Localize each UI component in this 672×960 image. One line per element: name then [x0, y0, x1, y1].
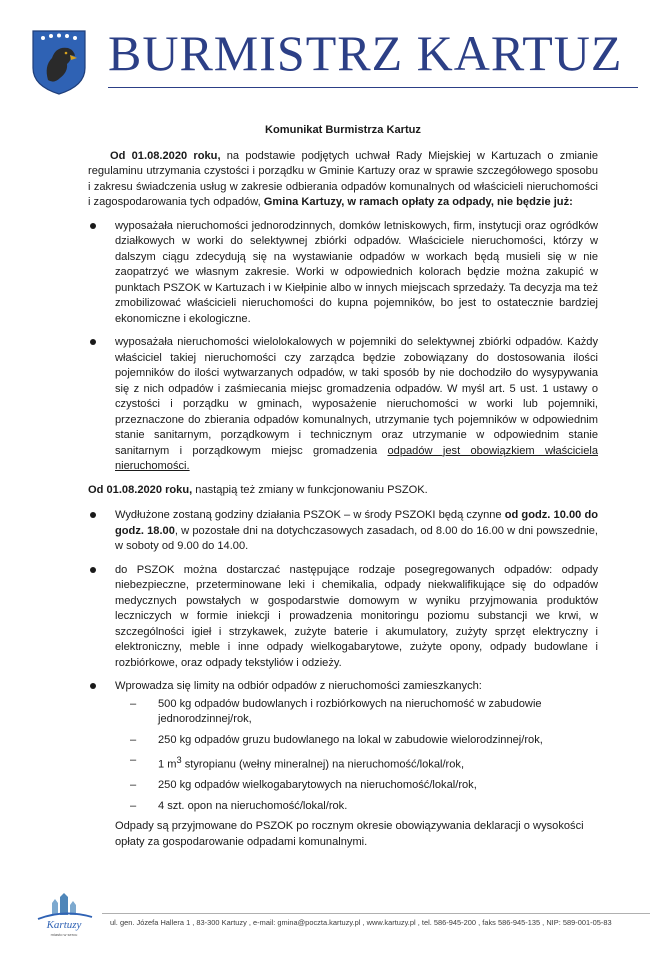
header-divider	[108, 87, 638, 88]
hours-post: , w pozostałe dni na dotychczasowych zasadach, od 8.00 do 16.00 w dni powszednie, w soboty od 9.00 do 14.00.	[115, 524, 598, 552]
intro-bold-ending: Gmina Kartuzy, w ramach opłaty za odpady, nie będzie już:	[263, 196, 573, 208]
pszok-changes-heading	[88, 483, 598, 499]
coat-of-arms-icon	[30, 28, 88, 96]
limit-item	[115, 697, 598, 728]
footer-divider	[102, 913, 650, 914]
limit-text: 250 kg odpadów wielkogabarytowych na nieruchomość/lokal/rok,	[158, 779, 477, 792]
limit-text: 500 kg odpadów budowlanych i rozbiórkowych na nieruchomość w zabudowie jednorodzinnej/rok,	[158, 697, 542, 725]
limits-intro: Wprowadza się limity na odbiór odpadów z nieruchomości zamieszkanych:	[115, 680, 482, 692]
intro-text: na podstawie podjętych uchwał Rady Miejskiej w Kartuzach o zmianie regulaminu utrzymania czystości i porządku w Gminie Kartuzy oraz w sprawie szczegółowego sposobu i zakresu świadczenia usług w zakresie odbierania odpadów komunalnych od właścicieli nieruchomości i zagospodarowania tych odpadów,	[88, 149, 598, 208]
limit-item	[115, 753, 598, 773]
list-item	[88, 508, 598, 555]
pszok-changes-list	[88, 508, 598, 850]
limit-item	[115, 733, 598, 749]
footer-contact-info: ul. gen. Józefa Hallera 1 , 83-300 Kartuzy , e-mail: gmina@poczta.kartuzy.pl , www.kartuzy.pl , tel. 586-945-200 , faks 586-945-135 , NIP: 589-001-05-83	[110, 918, 612, 927]
no-longer-list	[88, 219, 598, 475]
dash-icon: –	[130, 799, 137, 812]
footer	[30, 893, 650, 943]
limit-text: 250 kg odpadów gruzu budowlanego na lokal w zabudowie wielorodzinnej/rok,	[158, 733, 543, 746]
hours-wednesday: od godz. 10.00 do godz. 18.00	[115, 509, 599, 537]
bullet-icon	[90, 223, 96, 229]
kartuzy-logo-icon	[34, 893, 94, 939]
logo-wordmark: Kartuzy	[46, 919, 82, 931]
letterhead	[30, 22, 650, 92]
owner-obligation-underlined: odpadów jest obowiązkiem właściciela nieruchomości.	[115, 444, 599, 472]
document-body	[88, 123, 598, 858]
cubic-superscript: 3	[176, 755, 182, 765]
limit-text-pre: 1 m	[158, 758, 177, 771]
subhead-date: Od 01.08.2020 roku,	[88, 483, 193, 496]
communique-heading: Komunikat Burmistrza Kartuz	[265, 124, 421, 136]
hours-pre: Wydłużone zostaną godziny działania PSZOK – w środy PSZOKI będą czynne	[115, 509, 505, 521]
limit-item	[115, 778, 598, 794]
dash-icon: –	[130, 697, 137, 710]
limits-tail: Odpady są przyjmowane do PSZOK po rocznym okresie obowiązywania deklaracji o wysokości opłaty za gospodarowanie odpadami komunalnymi.	[115, 820, 584, 848]
waste-types-text: do PSZOK można dostarczać następujące rodzaje posegregowanych odpadów: odpady niebezpieczne, przeterminowane leki i chemikalia, odpady niekwalifikujące się do odpadów medycznych powstałych w gospodarstwie domowym w wyniku przyjmowania produktów leczniczych w formie iniekcji i prowadzenia monitoringu poziomu substancji we krwi, w szczególności igieł i strzykawek, zużyte baterie i akumulatory, zużyty sprzęt elektryczny i elektroniczny, meble i inne odpady wielkogabarytowe, zużyte opony, odpady budowlane i rozbiórkowe, oraz odpady tekstyliów i odzieży.	[115, 563, 598, 669]
logo-tagline: miasto w sercu	[50, 932, 78, 937]
bullet-icon	[90, 683, 96, 689]
intro-date: Od 01.08.2020 roku,	[110, 149, 221, 162]
list-item	[88, 563, 598, 672]
dash-icon: –	[130, 733, 137, 746]
limit-text: 4 szt. opon na nieruchomość/lokal/rok.	[158, 799, 348, 812]
bullet-icon	[90, 512, 96, 518]
list-item	[88, 219, 598, 328]
dash-icon: –	[130, 754, 137, 766]
page-title: BURMISTRZ KARTUZ	[108, 25, 623, 81]
limit-item	[115, 799, 598, 815]
bullet-icon	[90, 339, 96, 345]
list-item-text: wyposażała nieruchomości wielolokalowych w pojemniki do selektywnej zbiórki odpadów. Każdy właściciel takiej nieruchomości czy zarządca będzie zobowiązany do dostosowania ilości pojemników do ilości wytwarzanych odpadów, w taki sposób by nie dochodziło do wysypywania się z nich odpadów i zaśmiecania miejsc gromadzenia odpadów. W myśl art. 5 ust. 1 ustawy o czystości i porządku w gminach, wyposażenie nieruchomości w worki lub pojemniki, przeznaczone do zbierania odpadów komunalnych, utrzymanie tych pojemników w odpowiednim stanie sanitarnym, porządkowym i technicznym oraz utrzymanie w odpowiednim stanie sanitarnym i porządkowym miejsc gromadzenia	[115, 336, 598, 457]
intro-paragraph	[88, 149, 598, 211]
bullet-icon	[90, 567, 96, 573]
list-item	[88, 335, 598, 475]
dash-icon: –	[130, 779, 137, 792]
list-item-text: wyposażała nieruchomości jednorodzinnych, domków letniskowych, firm, instytucji oraz ogródków działkowych w worki do selektywnej zbiórki odpadów. Właściciele nieruchomości, którzy w dalszym ciągu zdecydują się na wystawianie odpadów w workach będą musieli się w nie zaopatrzyć we własnym zakresie. Worki w odpowiednich kolorach będzie można zakupić w punktach PSZOK w Kartuzach i w Kiełpinie albo w innych miejscach sprzedaży. Ta decyzja ma też zmobilizować właścicieli nieruchomości do kupna pojemników, bo jest to ostatecznie bardziej ekonomiczne i ekologiczne.	[115, 219, 598, 325]
limits-list	[115, 697, 598, 815]
list-item	[88, 679, 598, 850]
limit-text-post: styropianu (wełny mineralnej) na nieruchomość/lokal/rok,	[181, 758, 465, 771]
subhead-text: nastąpią też zmiany w funkcjonowaniu PSZOK.	[192, 483, 428, 496]
